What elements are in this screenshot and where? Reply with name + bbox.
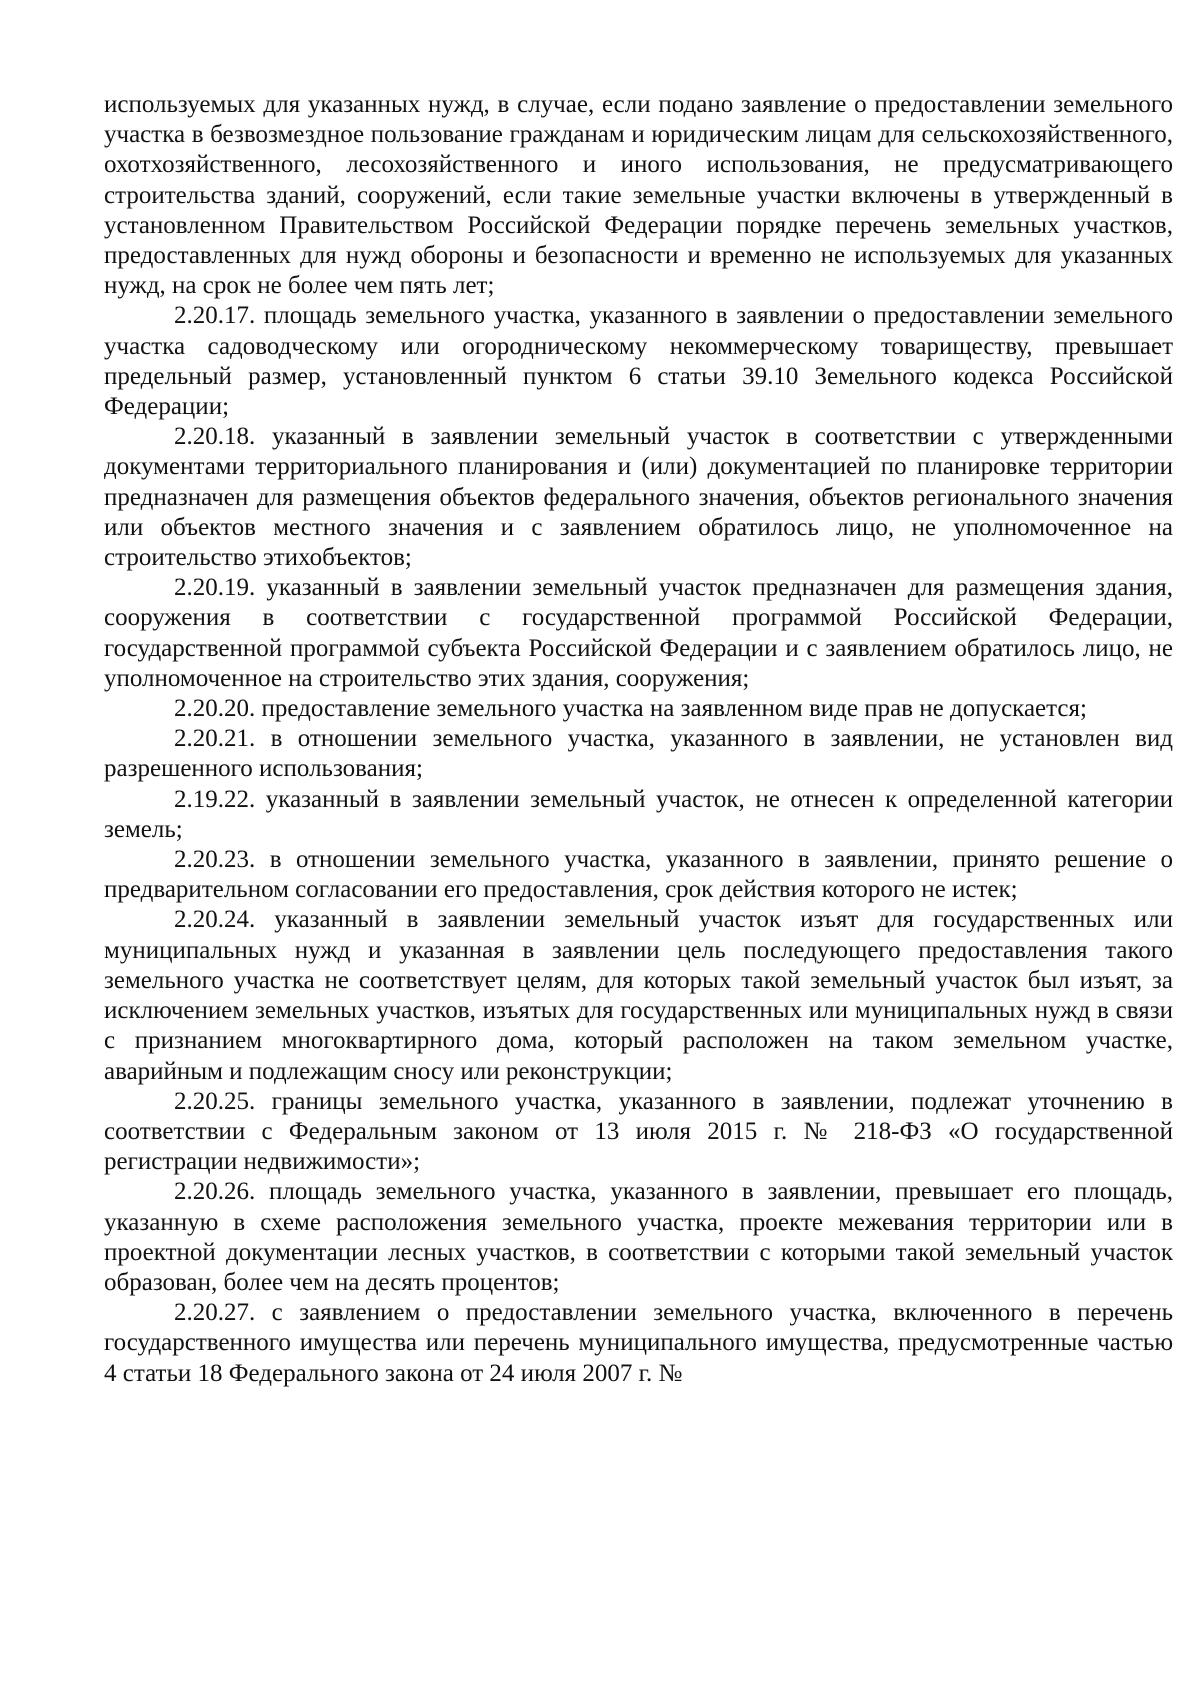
paragraph-2-20-17: 2.20.17. площадь земельного участка, указанного в заявлении о предоставлении земельного участка садоводческому или огородническому некоммерческому товариществу, превышает предельный размер, установленный пунктом 6 статьи 39.10 Земельного кодекса Российской Федерации; xyxy=(104,302,1173,421)
paragraph-2-20-27: 2.20.27. с заявлением о предоставлении земельного участка, включенного в перечень государственного имущества или перечень муниципального имущества, предусмотренные частью 4 статьи 18 Федерального закона от 24 июля 2007 г. № xyxy=(104,1299,1173,1387)
paragraph-2-20-19: 2.20.19. указанный в заявлении земельный участок предназначен для размещения здания, сооружения в соответствии с государственной программой Российской Федерации, государственной программой субъекта Российской Федерации и с заявлением обратилось лицо, не уполномоченное на строительство этих здания, сооружения; xyxy=(104,574,1173,692)
paragraph-2-20-24: 2.20.24. указанный в заявлении земельный участок изъят для государственных или муниципальных нужд и указанная в заявлении цель последующего предоставления такого земельного участка не соответствует целям, для которых такой земельный участок был изъят, за исключением земельных участков, изъятых для государственных или муниципальных нужд в связи с признанием многоквартирного дома, который расположен на таком земельном участке, аварийным и подлежащим сносу или реконструкции; xyxy=(104,906,1173,1085)
paragraph-2-20-20: 2.20.20. предоставление земельного участка на заявленном виде прав не допускается; xyxy=(174,695,1087,723)
paragraph-2-20-21: 2.20.21. в отношении земельного участка, указанного в заявлении, не установлен вид разрешенного использования; xyxy=(104,725,1173,783)
paragraph-2-20-23: 2.20.23. в отношении земельного участка, указанного в заявлении, принято решение о предварительном согласовании его предоставления, срок действия которого не истек; xyxy=(104,846,1173,904)
paragraph-2-19-22: 2.19.22. указанный в заявлении земельный участок, не отнесен к определенной категории земель; xyxy=(104,785,1173,843)
paragraph-2-20-26: 2.20.26. площадь земельного участка, указанного в заявлении, превышает его площадь, указанную в схеме расположения земельного участка, проекте межевания территории или в проектной документации лесных участков, в соответствии с которыми такой земельный участок образован, более чем на десять процентов; xyxy=(104,1178,1173,1296)
paragraph-continuation: используемых для указанных нужд, в случае, если подано заявление о предоставлении земельного участка в безвозмездное пользование гражданам и юридическим лицам для сельскохозяйственного, охотхозяйственного, лесохозяйственного и иного использования, не предусматривающего строительства зданий, сооружений, если такие земельные участки включены в утвержденный в установленном Правительством Российской Федерации порядке перечень земельных участков, предоставленных для нужд обороны и безопасности и временно не используемых для указанных нужд, на срок не более чем пять лет; xyxy=(104,91,1173,300)
paragraph-2-20-25: 2.20.25. границы земельного участка, указанного в заявлении, подлежат уточнению в соответствии с Федеральным законом от 13 июля 2015 г. № 218-ФЗ «О государственной регистрации недвижимости»; xyxy=(104,1087,1173,1176)
paragraph-2-20-18: 2.20.18. указанный в заявлении земельный участок в соответствии с утвержденными документами территориального планирования и (или) документацией по планировке территории предназначен для размещения объектов федерального значения, объектов регионального значения или объектов местного значения и с заявлением обратилось лицо, не уполномоченное на строительство этихобъектов; xyxy=(104,423,1173,572)
document-page xyxy=(104,90,1173,1389)
